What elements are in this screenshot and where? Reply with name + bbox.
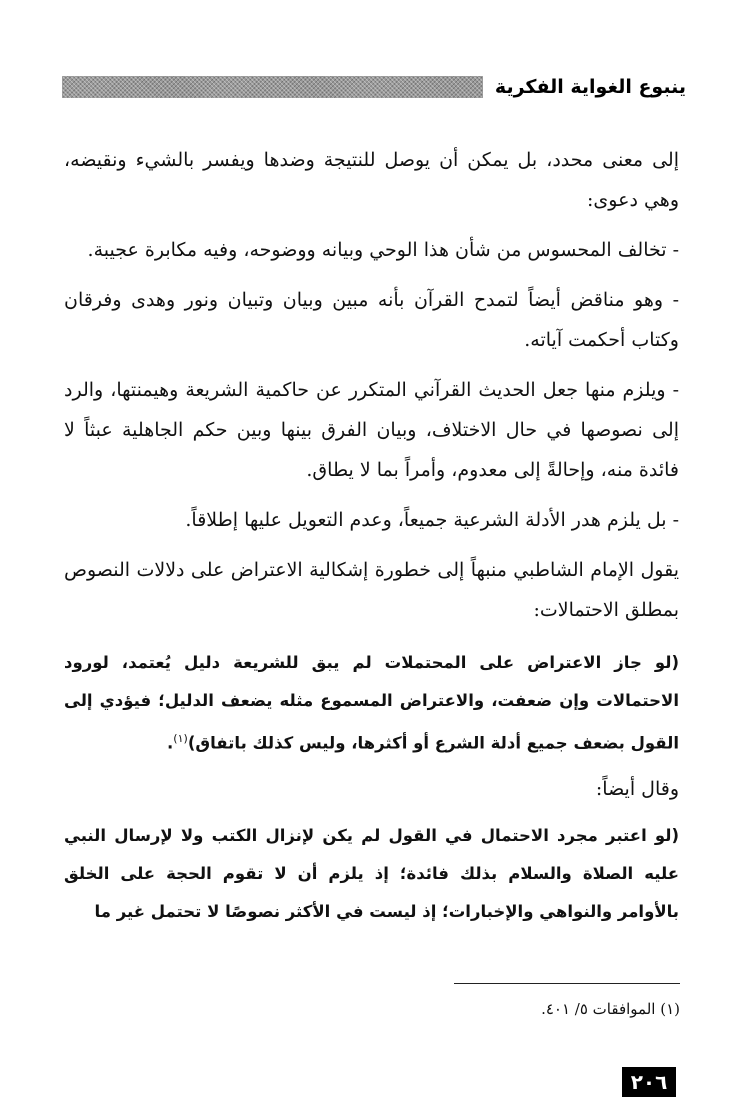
paragraph: وقال أيضاً: xyxy=(595,777,679,800)
block-quote: (لو اعتبر مجرد الاحتمال في القول لم يكن لإنزال الكتب ولا لإرسال النبي عليه الصلاة والسلام بذلك فائدة؛ إذ يلزم أن لا تقوم الحجة على الخلق بالأوامر والنواهي والإخبارات؛ إذ ليست في الأكثر نصوصًا لا تحتمل غير ما xyxy=(64,825,679,921)
running-header xyxy=(62,70,686,104)
bullet-paragraph: - ويلزم منها جعل الحديث القرآني المتكرر عن حاكمية الشريعة وهيمنتها، والرد إلى نصوصها في حال الاختلاف، وبيان الفرق بينها وبين حكم الجاهلية عبثاً لا فائدة منه، وإحالةً إلى معدوم، وأمراً بما لا يطاق. xyxy=(64,379,679,481)
footnote-marker: (١) xyxy=(173,732,188,745)
header-title: ينبوع الغواية الفكرية xyxy=(494,76,686,98)
page-number: ٢٠٦ xyxy=(622,1067,676,1097)
header-decorative-bar xyxy=(62,76,483,98)
paragraph: يقول الإمام الشاطبي منبهاً إلى خطورة إشكالية الاعتراض على دلالات النصوص بمطلق الاحتمالات: xyxy=(64,559,679,621)
bullet-paragraph: - تخالف المحسوس من شأن هذا الوحي وبيانه ووضوحه، وفيه مكابرة عجيبة. xyxy=(87,239,679,261)
quote-end: . xyxy=(167,733,174,753)
bullet-paragraph: - وهو مناقض أيضاً لتمدح القرآن بأنه مبين وبيان وتبيان ونور وهدى وفرقان وكتاب أحكمت آياته. xyxy=(64,289,679,351)
main-text xyxy=(64,140,679,937)
footnote-separator xyxy=(454,983,680,984)
paragraph: إلى معنى محدد، بل يمكن أن يوصل للنتيجة وضدها ويفسر بالشيء ونقيضه، وهي دعوى: xyxy=(64,149,679,211)
bullet-paragraph: - بل يلزم هدر الأدلة الشرعية جميعاً، وعدم التعويل عليها إطلاقاً. xyxy=(185,509,679,531)
footnote: (١) الموافقات ٥/ ٤٠١. xyxy=(541,1000,680,1018)
block-quote xyxy=(64,644,679,763)
quote-text: (لو جاز الاعتراض على المحتملات لم يبق للشريعة دليل يُعتمد، لورود الاحتمالات وإن ضعفت، والاعتراض المسموع مثله يضعف الدليل؛ فيؤدي إلى القول بضعف جميع أدلة الشرع أو أكثرها، وليس كذلك باتفاق) xyxy=(64,653,679,753)
